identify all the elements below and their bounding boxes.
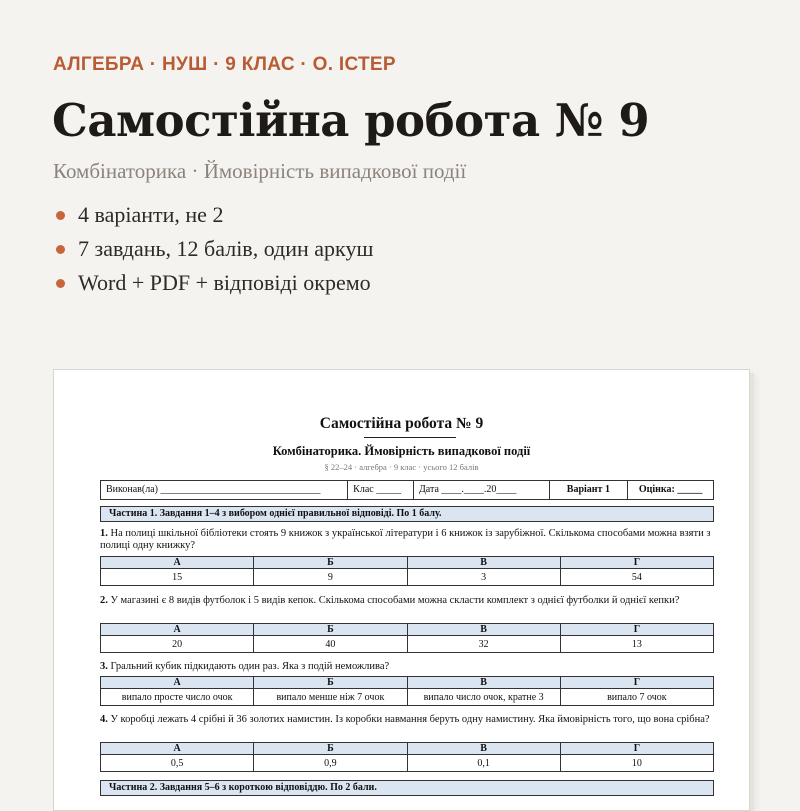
option-value: 9 <box>254 569 407 586</box>
question-text: На полиці шкільної бібліотеки стоять 9 книжок з української літератури і 6 книжок із зарубіжної. Скількома способами можна взяти з полиці одну книжку? <box>100 528 711 551</box>
question-4 <box>100 714 714 726</box>
answer-table-3 <box>100 676 714 706</box>
feature-item <box>53 200 373 234</box>
question-1 <box>100 528 714 552</box>
worksheet-subtitle: Комбінаторика. Ймовірність випадкової події <box>272 444 531 458</box>
option-value: 10 <box>560 755 713 772</box>
option-label: Б <box>254 743 407 755</box>
date-field: Дата ____.____.20____ <box>414 481 550 499</box>
option-label: Г <box>560 743 713 755</box>
option-label: В <box>407 677 560 689</box>
class-field: Клас _____ <box>348 481 414 499</box>
answer-table-4 <box>100 742 714 772</box>
question-3 <box>100 661 714 673</box>
option-value: 54 <box>560 569 713 586</box>
option-value: 20 <box>101 636 254 653</box>
worksheet-preview <box>53 369 750 811</box>
question-2 <box>100 595 714 607</box>
worksheet-meta: § 22–24 · алгебра · 9 клас · усього 12 балів <box>324 462 479 472</box>
question-text: Гральний кубик підкидають один раз. Яка з подій неможлива? <box>110 661 390 672</box>
option-value: 40 <box>254 636 407 653</box>
subject-eyebrow: АЛГЕБРА · НУШ · 9 КЛАС · О. ІСТЕР <box>53 54 396 75</box>
page-title: Самостійна робота № 9 <box>52 94 650 147</box>
option-label: Г <box>560 677 713 689</box>
question-text: У магазині є 8 видів футболок і 5 видів кепок. Скількома способами можна скласти комплект з однієї футболки й однієї кепки? <box>110 595 680 606</box>
option-value: 32 <box>407 636 560 653</box>
option-value: 0,9 <box>254 755 407 772</box>
feature-list <box>53 200 373 302</box>
option-label: Б <box>254 557 407 569</box>
option-label: Г <box>560 557 713 569</box>
option-label: Г <box>560 624 713 636</box>
worksheet-title: Самостійна робота № 9 <box>319 415 484 432</box>
option-label: А <box>101 624 254 636</box>
option-label: А <box>101 743 254 755</box>
bullet-dot-icon <box>56 211 65 220</box>
answer-table-1 <box>100 556 714 586</box>
option-value: 0,5 <box>101 755 254 772</box>
option-value: 13 <box>560 636 713 653</box>
option-label: Б <box>254 677 407 689</box>
option-label: Б <box>254 624 407 636</box>
option-label: В <box>407 624 560 636</box>
feature-text: Word + PDF + відповіді окремо <box>78 270 371 295</box>
feature-text: 7 завдань, 12 балів, один аркуш <box>78 236 374 261</box>
bullet-dot-icon <box>56 279 65 288</box>
grade-field: Оцінка: _____ <box>638 484 703 495</box>
feature-item <box>53 234 373 268</box>
page-subtitle: Комбінаторика · Ймовірність випадкової події <box>53 159 467 183</box>
option-value: випало 7 очок <box>560 689 713 706</box>
variant-label: Варіант 1 <box>550 481 629 499</box>
part1-header: Частина 1. Завдання 1–4 з вибором однієї правильної відповіді. По 1 балу. <box>100 506 714 522</box>
option-label: В <box>407 743 560 755</box>
option-value: 15 <box>101 569 254 586</box>
bullet-dot-icon <box>56 245 65 254</box>
question-number: 4. <box>100 714 108 725</box>
question-number: 3. <box>100 661 108 672</box>
option-label: В <box>407 557 560 569</box>
student-info-row <box>100 480 714 500</box>
question-text: У коробці лежать 4 срібні й 36 золотих намистин. Із коробки навмання беруть одну намистину. Яка ймовірність того, що вона срібна? <box>110 714 710 725</box>
option-value: випало просте число очок <box>101 689 254 706</box>
option-value: випало менше ніж 7 очок <box>254 689 407 706</box>
option-value: 0,1 <box>407 755 560 772</box>
title-underline <box>364 437 456 438</box>
question-number: 2. <box>100 595 108 606</box>
answer-table-2 <box>100 623 714 653</box>
part2-header: Частина 2. Завдання 5–6 з короткою відповіддю. По 2 бали. <box>100 780 714 796</box>
option-label: А <box>101 557 254 569</box>
name-field: Виконав(ла) ________________________________ <box>101 481 348 499</box>
feature-item <box>53 268 373 302</box>
option-value: випало число очок, кратне 3 <box>407 689 560 706</box>
question-number: 1. <box>100 528 108 539</box>
option-value: 3 <box>407 569 560 586</box>
option-label: А <box>101 677 254 689</box>
feature-text: 4 варіанти, не 2 <box>78 202 224 227</box>
